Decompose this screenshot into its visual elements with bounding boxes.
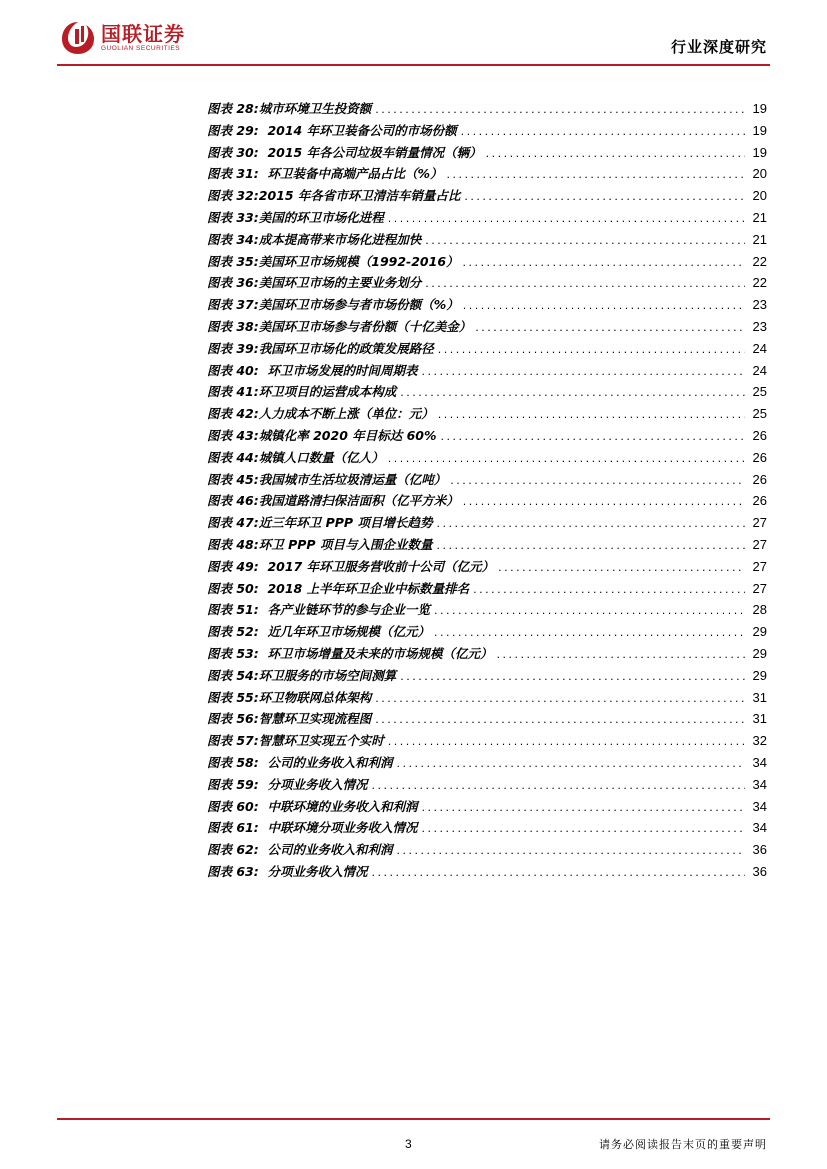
- toc-entry-number: 图表 41:: [207, 384, 259, 400]
- toc-entry-page: 26: [752, 427, 767, 443]
- toc-dot-leader: [498, 561, 745, 574]
- toc-entry[interactable]: [207, 491, 767, 513]
- toc-entry-number: 图表 62:: [207, 842, 259, 858]
- toc-entry-title: 成本提高带来市场化进程加快: [258, 231, 422, 247]
- toc-entry-page: 34: [752, 820, 767, 836]
- brand-logo: [60, 20, 185, 56]
- toc-entry-page: 36: [752, 842, 767, 858]
- toc-entry-number: 图表 31:: [207, 166, 259, 182]
- toc-entry-page: 19: [752, 122, 767, 138]
- toc-entry-title: 城镇化率 2020 年目标达 60%: [258, 427, 437, 443]
- toc-entry[interactable]: [207, 709, 767, 731]
- page-header: [0, 0, 827, 66]
- toc-entry-number: 图表 45:: [207, 471, 259, 487]
- toc-dot-leader: [425, 277, 745, 290]
- toc-entry-page: 27: [752, 515, 767, 531]
- toc-entry-number: 图表 48:: [207, 536, 259, 552]
- toc-entry[interactable]: [207, 164, 767, 186]
- toc-entry[interactable]: [207, 339, 767, 361]
- toc-entry[interactable]: [207, 99, 767, 121]
- toc-entry-title: 我国环卫市场化的政策发展路径: [258, 340, 434, 356]
- toc-dot-leader: [400, 670, 745, 683]
- toc-entry[interactable]: [207, 273, 767, 295]
- toc-entry-title: 环卫物联网总体架构: [258, 689, 372, 705]
- toc-entry-page: 27: [752, 536, 767, 552]
- toc-entry-page: 25: [752, 384, 767, 400]
- toc-entry-page: 19: [752, 101, 767, 116]
- toc-dot-leader: [396, 757, 745, 770]
- toc-entry[interactable]: [207, 208, 767, 230]
- toc-dot-leader: [441, 430, 745, 443]
- toc-entry-title: 2017 年环卫服务营收前十公司（亿元）: [258, 558, 495, 574]
- toc-dot-leader: [438, 343, 745, 356]
- toc-entry-number: 图表 56:: [207, 711, 259, 727]
- toc-entry-number: 图表 51:: [207, 602, 259, 618]
- toc-entry-page: 31: [752, 689, 767, 705]
- toc-entry[interactable]: [207, 186, 767, 208]
- toc-entry[interactable]: [207, 252, 767, 274]
- toc-entry[interactable]: [207, 644, 767, 666]
- toc-entry-number: 图表 52:: [207, 624, 259, 640]
- toc-entry-title: 分项业务收入情况: [258, 776, 368, 792]
- toc-dot-leader: [375, 692, 745, 705]
- toc-dot-leader: [375, 713, 745, 726]
- toc-entry-number: 图表 38:: [207, 318, 259, 334]
- figure-table-of-contents: [207, 99, 767, 884]
- toc-entry-page: 34: [752, 798, 767, 814]
- toc-entry-title: 环卫 PPP 项目与入围企业数量: [258, 536, 433, 552]
- toc-entry-number: 图表 55:: [207, 689, 259, 705]
- toc-entry-page: 28: [752, 602, 767, 618]
- toc-entry-number: 图表 40:: [207, 362, 259, 378]
- toc-entry[interactable]: [207, 426, 767, 448]
- toc-entry-page: 27: [752, 558, 767, 574]
- toc-dot-leader: [371, 866, 745, 879]
- toc-entry[interactable]: [207, 579, 767, 601]
- toc-entry-title: 美国的环卫市场化进程: [258, 209, 384, 225]
- toc-dot-leader: [450, 474, 745, 487]
- toc-dot-leader: [400, 386, 745, 399]
- toc-entry[interactable]: [207, 557, 767, 579]
- toc-entry-title: 2014 年环卫装备公司的市场份额: [258, 122, 457, 138]
- toc-entry-title: 2015 年各省市环卫清洁车销量占比: [258, 188, 461, 204]
- toc-entry-number: 图表 33:: [207, 209, 259, 225]
- toc-entry-page: 31: [752, 711, 767, 727]
- toc-entry-page: 26: [752, 471, 767, 487]
- toc-entry-page: 20: [752, 166, 767, 182]
- toc-entry-page: 27: [752, 580, 767, 596]
- toc-dot-leader: [421, 365, 745, 378]
- toc-entry-title: 美国环卫市场参与者市场份额（%）: [258, 297, 459, 313]
- toc-entry-number: 图表 61:: [207, 820, 259, 836]
- toc-entry-number: 图表 60:: [207, 798, 259, 814]
- toc-dot-leader: [446, 168, 745, 181]
- toc-entry-title: 2015 年各公司垃圾车销量情况（辆）: [258, 144, 482, 160]
- toc-entry-title: 中联环境的业务收入和利润: [258, 798, 418, 814]
- toc-entry[interactable]: [207, 731, 767, 753]
- toc-entry-page: 34: [752, 776, 767, 792]
- toc-entry-number: 图表 54:: [207, 667, 259, 683]
- toc-entry[interactable]: [207, 840, 767, 862]
- toc-entry-page: 21: [752, 209, 767, 225]
- toc-entry[interactable]: [207, 470, 767, 492]
- toc-entry-number: 图表 39:: [207, 340, 259, 356]
- page-number: 3: [405, 1137, 412, 1151]
- toc-entry[interactable]: [207, 295, 767, 317]
- toc-entry-title: 各产业链环节的参与企业一览: [258, 602, 430, 618]
- toc-entry[interactable]: [207, 797, 767, 819]
- toc-entry[interactable]: [207, 535, 767, 557]
- toc-entry-page: 23: [752, 297, 767, 313]
- toc-entry-title: 环卫装备中高端产品占比（%）: [258, 166, 443, 182]
- toc-entry-title: 我国城市生活垃圾清运量（亿吨）: [258, 471, 447, 487]
- toc-dot-leader: [463, 495, 745, 508]
- toc-entry-number: 图表 63:: [207, 863, 259, 879]
- toc-entry-number: 图表 58:: [207, 754, 259, 770]
- toc-dot-leader: [388, 735, 745, 748]
- toc-dot-leader: [496, 648, 745, 661]
- header-divider: [57, 64, 770, 66]
- disclaimer: 请务必阅读报告末页的重要声明: [599, 1138, 767, 1151]
- toc-entry-number: 图表 43:: [207, 427, 259, 443]
- toc-entry[interactable]: [207, 404, 767, 426]
- toc-entry-title: 分项业务收入情况: [258, 863, 368, 879]
- toc-entry-title: 城镇人口数量（亿人）: [258, 449, 384, 465]
- toc-dot-leader: [473, 583, 745, 596]
- toc-dot-leader: [388, 452, 745, 465]
- toc-entry-title: 城市环境卫生投资额: [258, 101, 372, 116]
- toc-dot-leader: [421, 801, 745, 814]
- toc-entry-title: 2018 上半年环卫企业中标数量排名: [258, 580, 470, 596]
- toc-entry-title: 环卫服务的市场空间测算: [258, 667, 397, 683]
- toc-entry[interactable]: [207, 862, 767, 884]
- toc-entry-number: 图表 30:: [207, 144, 259, 160]
- footer-divider: [57, 1118, 770, 1120]
- toc-entry-number: 图表 28:: [207, 101, 259, 116]
- toc-entry-title: 人力成本不断上涨（单位：元）: [258, 406, 434, 422]
- toc-entry-title: 环卫市场增量及未来的市场规模（亿元）: [258, 645, 493, 661]
- toc-entry[interactable]: [207, 361, 767, 383]
- toc-entry-page: 21: [752, 231, 767, 247]
- toc-entry-title: 美国环卫市场的主要业务划分: [258, 275, 422, 291]
- toc-dot-leader: [436, 539, 745, 552]
- toc-entry-title: 中联环境分项业务收入情况: [258, 820, 418, 836]
- toc-dot-leader: [388, 212, 745, 225]
- toc-entry[interactable]: [207, 775, 767, 797]
- toc-entry-page: 26: [752, 449, 767, 465]
- toc-dot-leader: [436, 517, 745, 530]
- toc-entry-number: 图表 35:: [207, 253, 259, 269]
- toc-entry[interactable]: [207, 382, 767, 404]
- toc-entry-page: 29: [752, 667, 767, 683]
- toc-entry-title: 公司的业务收入和利润: [258, 754, 393, 770]
- toc-entry-title: 我国道路清扫保洁面积（亿平方米）: [258, 493, 459, 509]
- toc-dot-leader: [463, 299, 745, 312]
- toc-entry-number: 图表 32:: [207, 188, 259, 204]
- toc-entry-number: 图表 57:: [207, 733, 259, 749]
- report-type: 行业深度研究: [670, 38, 767, 56]
- toc-entry-title: 智慧环卫实现五个实时: [258, 733, 384, 749]
- toc-entry-title: 近几年环卫市场规模（亿元）: [258, 624, 430, 640]
- toc-entry[interactable]: [207, 143, 767, 165]
- toc-entry[interactable]: [207, 600, 767, 622]
- toc-entry[interactable]: [207, 230, 767, 252]
- toc-entry-number: 图表 44:: [207, 449, 259, 465]
- toc-entry-number: 图表 37:: [207, 297, 259, 313]
- toc-entry[interactable]: [207, 753, 767, 775]
- toc-entry-title: 近三年环卫 PPP 项目增长趋势: [258, 515, 433, 531]
- toc-dot-leader: [438, 408, 745, 421]
- toc-entry-number: 图表 49:: [207, 558, 259, 574]
- toc-entry-title: 环卫市场发展的时间周期表: [258, 362, 418, 378]
- toc-dot-leader: [464, 190, 745, 203]
- toc-dot-leader: [371, 779, 745, 792]
- toc-entry-title: 公司的业务收入和利润: [258, 842, 393, 858]
- toc-dot-leader: [434, 626, 745, 639]
- toc-entry[interactable]: [207, 121, 767, 143]
- toc-entry-number: 图表 46:: [207, 493, 259, 509]
- toc-dot-leader: [461, 125, 745, 138]
- toc-entry[interactable]: [207, 688, 767, 710]
- toc-dot-leader: [421, 822, 745, 835]
- toc-entry-title: 美国环卫市场规模（1992-2016）: [258, 253, 459, 269]
- toc-entry[interactable]: [207, 622, 767, 644]
- toc-dot-leader: [396, 844, 745, 857]
- toc-dot-leader: [425, 234, 745, 247]
- brand-name-cn: 国联证券: [101, 22, 185, 46]
- toc-dot-leader: [375, 103, 745, 116]
- toc-entry-page: 22: [752, 253, 767, 269]
- toc-entry-title: 智慧环卫实现流程图: [258, 711, 372, 727]
- brand-name-en: GUOLIAN SECURITIES: [101, 45, 181, 52]
- toc-entry-title: 美国环卫市场参与者份额（十亿美金）: [258, 318, 472, 334]
- toc-entry-number: 图表 53:: [207, 645, 259, 661]
- toc-dot-leader: [434, 604, 745, 617]
- toc-entry-page: 19: [752, 144, 767, 160]
- toc-entry-title: 环卫项目的运营成本构成: [258, 384, 397, 400]
- toc-entry-page: 23: [752, 318, 767, 334]
- guolian-logo-icon: [60, 20, 96, 56]
- toc-entry-number: 图表 47:: [207, 515, 259, 531]
- toc-entry[interactable]: [207, 666, 767, 688]
- toc-entry-number: 图表 29:: [207, 122, 259, 138]
- toc-entry-page: 34: [752, 754, 767, 770]
- toc-entry-number: 图表 42:: [207, 406, 259, 422]
- toc-entry[interactable]: [207, 448, 767, 470]
- toc-entry-page: 29: [752, 624, 767, 640]
- toc-entry-number: 图表 50:: [207, 580, 259, 596]
- toc-dot-leader: [463, 256, 745, 269]
- toc-entry-page: 20: [752, 188, 767, 204]
- toc-entry-number: 图表 36:: [207, 275, 259, 291]
- toc-entry[interactable]: [207, 818, 767, 840]
- toc-dot-leader: [486, 147, 745, 160]
- toc-entry-page: 22: [752, 275, 767, 291]
- toc-dot-leader: [475, 321, 745, 334]
- toc-entry-page: 24: [752, 362, 767, 378]
- toc-entry-number: 图表 59:: [207, 776, 259, 792]
- toc-entry-page: 32: [752, 733, 767, 749]
- toc-entry-page: 36: [752, 863, 767, 879]
- toc-entry-page: 29: [752, 645, 767, 661]
- toc-entry-page: 24: [752, 340, 767, 356]
- toc-entry-page: 25: [752, 406, 767, 422]
- toc-entry[interactable]: [207, 317, 767, 339]
- toc-entry[interactable]: [207, 513, 767, 535]
- toc-entry-number: 图表 34:: [207, 231, 259, 247]
- toc-entry-page: 26: [752, 493, 767, 509]
